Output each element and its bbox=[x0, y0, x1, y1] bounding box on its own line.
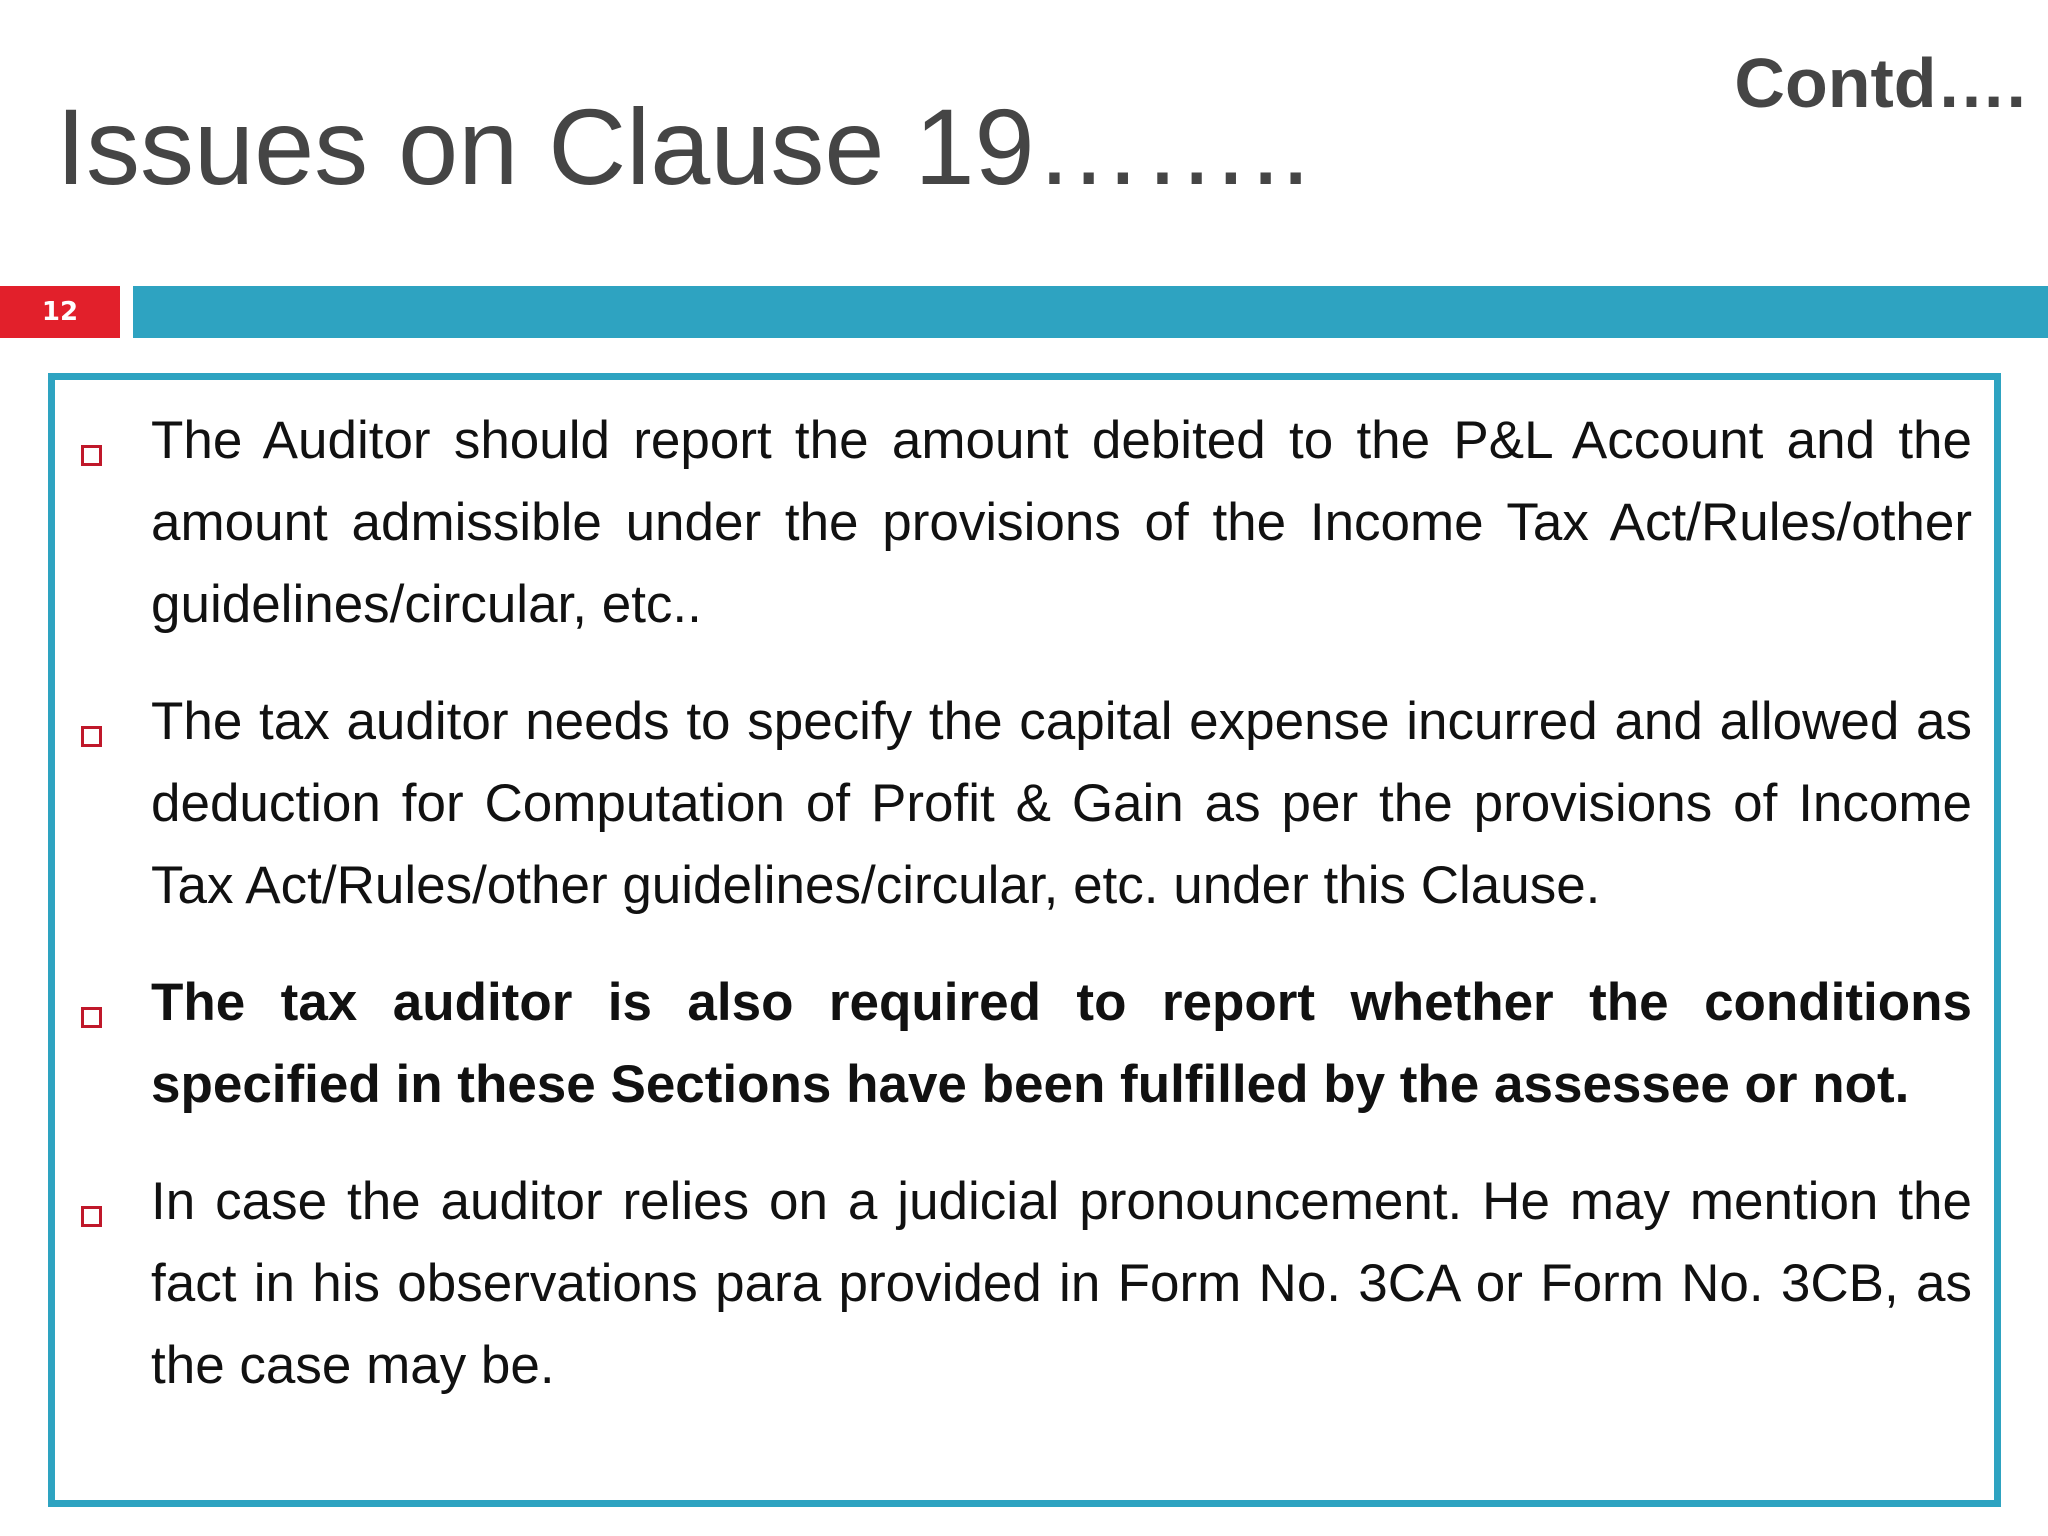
bullet-item-1 bbox=[55, 400, 1972, 646]
slide-number-badge: 12 bbox=[0, 286, 120, 338]
bullet-text-1: The Auditor should report the amount debited to the P&L Account and the amount admissible under the provisions of the Income Tax Act/Rules/other guidelines/circular, etc.. bbox=[151, 411, 1972, 634]
bullet-text-4: In case the auditor relies on a judicial pronouncement. He may mention the fact in his observations para provided in Form No. 3CA or Form No. 3CB, as the case may be. bbox=[151, 1172, 1972, 1395]
square-bullet-icon bbox=[81, 1206, 102, 1227]
bullet-text-2: The tax auditor needs to specify the capital expense incurred and allowed as deduction for Computation of Profit & Gain as per the provisions of Income Tax Act/Rules/other guidelines/circular, etc. under this Clause. bbox=[151, 692, 1972, 915]
bullet-text-3: The tax auditor is also required to report whether the conditions specified in these Sections have been fulfilled by the assessee or not. bbox=[151, 973, 1972, 1114]
continued-label: Contd…. bbox=[1734, 44, 2026, 122]
bullet-list bbox=[55, 400, 1972, 1407]
slide-title: Issues on Clause 19…….. bbox=[56, 86, 1311, 207]
bullet-item-4 bbox=[55, 1161, 1972, 1407]
square-bullet-icon bbox=[81, 1007, 102, 1028]
content-box bbox=[48, 373, 2001, 1507]
title-accent-bar bbox=[133, 286, 2048, 338]
bullet-item-3 bbox=[55, 962, 1972, 1126]
square-bullet-icon bbox=[81, 726, 102, 747]
square-bullet-icon bbox=[81, 445, 102, 466]
bullet-item-2 bbox=[55, 681, 1972, 927]
